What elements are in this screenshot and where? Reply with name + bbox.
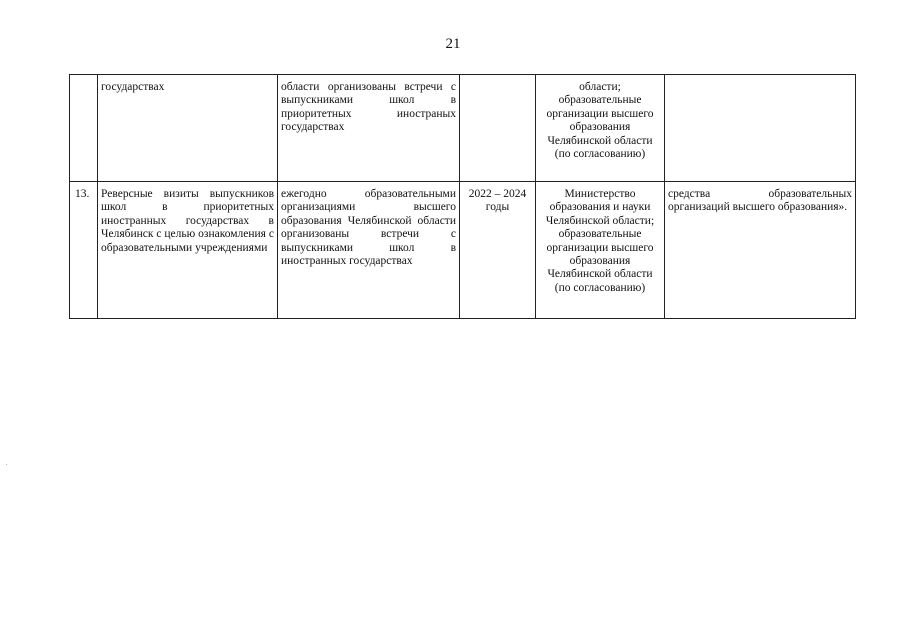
period-cell [460, 75, 536, 182]
page-number: 21 [445, 36, 461, 52]
table-row [70, 75, 856, 182]
scan-artifact [6, 464, 7, 465]
measures-table [69, 74, 856, 319]
description-cell: области организованы встречи с выпускниками школ в приоритетных иностраных государствах [278, 75, 460, 182]
row-number-cell [70, 75, 98, 182]
period-cell: 2022 – 2024 годы [460, 182, 536, 319]
event-cell: государствах [98, 75, 278, 182]
table-row [70, 182, 856, 319]
executors-text: Министерство образования и науки Челябинской области; образовательные организации высшего образования Челябинской области (по согласованию) [545, 188, 655, 294]
executors-cell [536, 182, 665, 319]
row-number-cell: 13. [70, 182, 98, 319]
executors-line-1: области; образовательные организации высшего образования Челябинской области (по согласованию) [546, 81, 654, 161]
funding-cell: средства образовательных организаций высшего образования». [665, 182, 856, 319]
funding-cell [665, 75, 856, 182]
executors-cell [536, 75, 665, 182]
description-cell: ежегодно образовательными организациями высшего образования Челябинской области организованы встречи с выпускниками школ в иностранных государствах [278, 182, 460, 319]
event-cell: Реверсные визиты выпускников школ в приоритетных иностранных государствах в Челябинск с целью ознакомления с образовательными учреждениями [98, 182, 278, 319]
